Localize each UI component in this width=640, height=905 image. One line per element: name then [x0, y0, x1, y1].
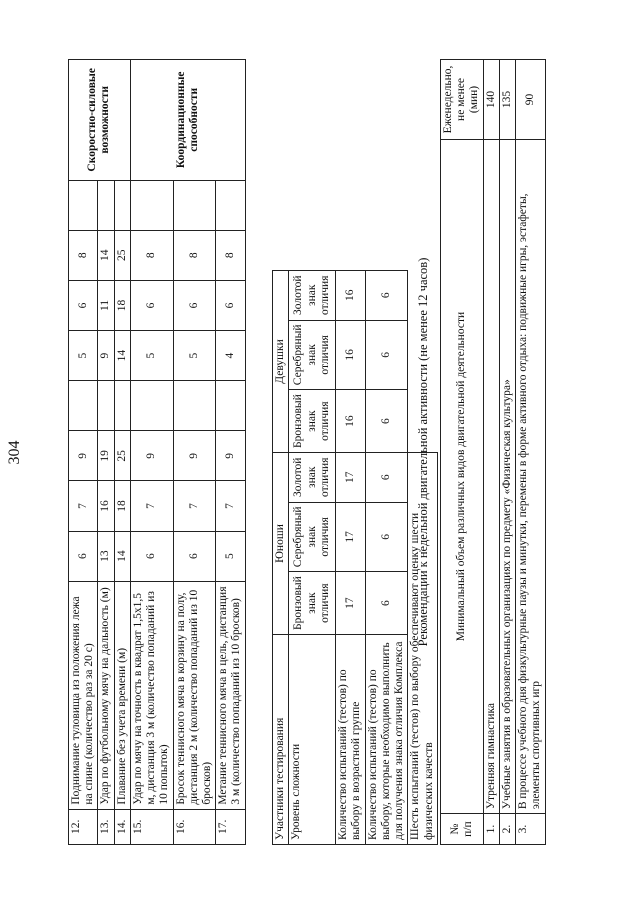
empty-cell	[114, 381, 130, 431]
value-cell: 5	[69, 331, 98, 381]
value-cell: 16	[336, 320, 365, 390]
empty-cell	[130, 381, 173, 431]
value-cell: 8	[216, 230, 245, 280]
table-row	[336, 271, 365, 845]
value-cell: 17	[336, 502, 365, 572]
row-number: 3.	[516, 814, 545, 845]
exercise-name: Удар по мячу на точность в квадрат 1,5x1,5 м, дистанция 3 м (количество попаданий из 10 попыток)	[130, 581, 173, 809]
difficulty-label: Уровень сложности	[289, 635, 336, 845]
value-cell: 6	[365, 320, 408, 390]
value-cell: 16	[98, 481, 114, 531]
girls-header: Девушки	[273, 271, 289, 453]
empty-cell	[173, 180, 216, 230]
value-cell: 9	[130, 431, 173, 481]
exercises-table	[68, 59, 246, 845]
weekly-header: Еженедельно, не менее (мин)	[441, 60, 484, 140]
exercise-name: Удар по футбольному мячу на дальность (м)	[98, 581, 114, 809]
value-cell: 5	[173, 331, 216, 381]
activity-header: Минимальный объем различных видов двигательной деятельности	[441, 139, 484, 813]
row-number: 1.	[483, 814, 499, 845]
tests-in-group-label: Количество испытаний (тестов) по выбору в возрастной группе	[336, 635, 365, 845]
value-cell: 8	[173, 230, 216, 280]
table3-caption: Рекомендации к недельной двигательной активности (не менее 12 часов)	[416, 257, 430, 647]
table-row	[273, 271, 289, 845]
minutes-value: 140	[483, 60, 499, 140]
badge-silver-boys: Серебряный знак отличия	[289, 502, 336, 572]
value-cell: 7	[69, 481, 98, 531]
weekly-activity-table	[440, 59, 546, 845]
table-row	[441, 60, 484, 845]
empty-cell	[114, 180, 130, 230]
value-cell: 6	[365, 390, 408, 453]
value-cell: 16	[336, 390, 365, 453]
badge-bronze-girls: Бронзовый знак отличия	[289, 390, 336, 453]
value-cell: 8	[130, 230, 173, 280]
row-number: 2.	[499, 814, 515, 845]
ability-category: Скоростно-силовые возможности	[69, 60, 131, 181]
value-cell: 6	[365, 502, 408, 572]
empty-cell	[98, 180, 114, 230]
empty-cell	[98, 381, 114, 431]
value-cell: 6	[365, 271, 408, 321]
value-cell: 14	[114, 331, 130, 381]
badge-requirements-table	[272, 270, 438, 845]
badge-bronze-boys: Бронзовый знак отличия	[289, 572, 336, 635]
value-cell: 6	[130, 280, 173, 330]
exercise-name: Метание теннисного мяча в цель, дистанция 3 м (количество попаданий из 10 бросков)	[216, 581, 245, 809]
activity-name: В процессе учебного дня физкультурные паузы и минутки, перемены в форме активного отдыха: подвижные игры, эстафеты, элементы спортивных игр	[516, 139, 545, 813]
value-cell: 17	[336, 572, 365, 635]
value-cell: 6	[69, 531, 98, 581]
row-number: 12.	[69, 809, 98, 844]
row-number: 13.	[98, 809, 114, 844]
exercise-name: Поднимание туловища из положения лежа на спине (количество раз за 20 с)	[69, 581, 98, 809]
value-cell: 16	[336, 271, 365, 321]
value-cell: 7	[173, 481, 216, 531]
value-cell: 5	[216, 531, 245, 581]
value-cell: 6	[216, 280, 245, 330]
value-cell: 14	[98, 230, 114, 280]
value-cell: 19	[98, 431, 114, 481]
table-row	[365, 271, 408, 845]
empty-cell	[69, 381, 98, 431]
value-cell: 25	[114, 230, 130, 280]
value-cell: 7	[216, 481, 245, 531]
activity-name: Учебные занятия в образовательных организациях по предмету «Физическая культура»	[499, 139, 515, 813]
value-cell: 11	[98, 280, 114, 330]
value-cell: 8	[69, 230, 98, 280]
table-row	[69, 60, 98, 845]
tests-required-label: Количество испытаний (тестов) по выбору, которые необходимо выполнить для получения знака отличия Комплекса	[365, 635, 408, 845]
table-row	[516, 60, 545, 845]
participants-label: Участники тестирования	[273, 635, 289, 845]
value-cell: 6	[173, 280, 216, 330]
value-cell: 18	[114, 280, 130, 330]
value-cell: 25	[114, 431, 130, 481]
badge-silver-girls: Серебряный знак отличия	[289, 320, 336, 390]
row-number: 17.	[216, 809, 245, 844]
value-cell: 17	[336, 453, 365, 503]
page-number: 304	[6, 440, 23, 465]
activity-name: Утренняя гимнастика	[483, 139, 499, 813]
empty-cell	[216, 180, 245, 230]
value-cell: 6	[365, 572, 408, 635]
value-cell: 7	[130, 481, 173, 531]
value-cell: 4	[216, 331, 245, 381]
table-row	[130, 60, 173, 845]
badge-gold-girls: Золотой знак отличия	[289, 271, 336, 321]
value-cell: 9	[173, 431, 216, 481]
row-number: 14.	[114, 809, 130, 844]
ability-category: Координационные способности	[130, 60, 245, 181]
table-row	[483, 60, 499, 845]
table-row	[289, 271, 336, 845]
exercise-name: Бросок теннисного мяча в корзину на полу, дистанция 2 м (количество попаданий из 10 бросков)	[173, 581, 216, 809]
value-cell: 9	[216, 431, 245, 481]
six-tests-note: Шесть испытаний (тестов) по выбору обеспечивают оценку шести физических качеств	[408, 453, 437, 845]
value-cell: 9	[98, 331, 114, 381]
value-cell: 6	[365, 453, 408, 503]
value-cell: 6	[130, 531, 173, 581]
value-cell: 9	[69, 431, 98, 481]
empty-cell	[69, 180, 98, 230]
empty-cell	[173, 381, 216, 431]
empty-cell	[216, 381, 245, 431]
value-cell: 6	[69, 280, 98, 330]
boys-header: Юноши	[273, 453, 289, 635]
exercise-name: Плавание без учета времени (м)	[114, 581, 130, 809]
value-cell: 5	[130, 331, 173, 381]
value-cell: 6	[173, 531, 216, 581]
number-header: № п/п	[441, 814, 484, 845]
row-number: 15.	[130, 809, 173, 844]
value-cell: 14	[114, 531, 130, 581]
row-number: 16.	[173, 809, 216, 844]
table-row	[499, 60, 515, 845]
value-cell: 18	[114, 481, 130, 531]
minutes-value: 90	[516, 60, 545, 140]
badge-gold-boys: Золотой знак отличия	[289, 453, 336, 503]
minutes-value: 135	[499, 60, 515, 140]
empty-cell	[130, 180, 173, 230]
value-cell: 13	[98, 531, 114, 581]
